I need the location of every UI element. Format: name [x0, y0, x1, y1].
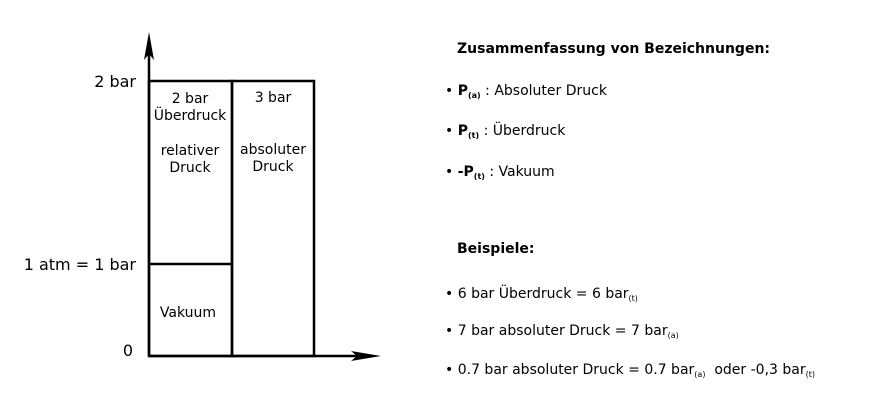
example-item-3 [445, 362, 815, 379]
symbol-subscript: (t) [467, 131, 480, 140]
description: : Vakuum [484, 164, 555, 180]
col1-mid-line1: relativer [160, 143, 220, 159]
summary-item-overpressure [445, 123, 565, 140]
symbol: -P [457, 164, 474, 180]
col2-line2: absoluter [240, 142, 306, 158]
col1-top-line2: Überdruck [153, 108, 227, 124]
example-item-1 [445, 286, 638, 303]
axis-label-2bar: 2 bar [94, 72, 136, 91]
summary-item-vacuum [445, 164, 555, 181]
bullet: • [445, 83, 454, 99]
column-absolute [232, 81, 314, 356]
col1-vakuum: Vakuum [159, 305, 217, 321]
example-subscript: (a) [667, 331, 679, 340]
symbol: P [457, 123, 468, 139]
symbol-subscript: (t) [473, 172, 485, 181]
example-text: 7 bar absoluter Druck = 7 bar [457, 323, 668, 339]
example-text: 0.7 bar absoluter Druck = 0.7 bar [457, 362, 695, 378]
col2-line1: 3 bar [254, 90, 292, 106]
symbol: P [457, 83, 468, 99]
symbol-subscript: (a) [467, 91, 481, 100]
bullet: • [445, 164, 454, 180]
bullet: • [445, 362, 454, 378]
example-item-2 [445, 323, 679, 340]
bullet: • [445, 123, 454, 139]
axis-label-zero: 0 [122, 341, 133, 360]
description: : Überdruck [479, 123, 566, 139]
example-text-2: oder -0,3 bar [705, 362, 806, 378]
summary-title: Zusammenfassung von Bezeichnungen: [457, 41, 771, 57]
examples-title: Beispiele: [457, 241, 535, 257]
example-subscript: (t) [628, 294, 638, 303]
col2-line3: Druck [252, 159, 294, 175]
example-subscript: (a) [694, 370, 706, 379]
summary-item-absolute [445, 83, 607, 100]
example-text: 6 bar Überdruck = 6 bar [457, 286, 629, 302]
bullet: • [445, 323, 454, 339]
col1-top-line1: 2 bar [171, 91, 209, 107]
description: : Absoluter Druck [480, 83, 607, 99]
example-subscript-2: (t) [805, 370, 816, 379]
col1-mid-line2: Druck [169, 160, 211, 176]
bullet: • [445, 286, 454, 302]
axis-label-1bar: 1 atm = 1 bar [23, 255, 136, 274]
